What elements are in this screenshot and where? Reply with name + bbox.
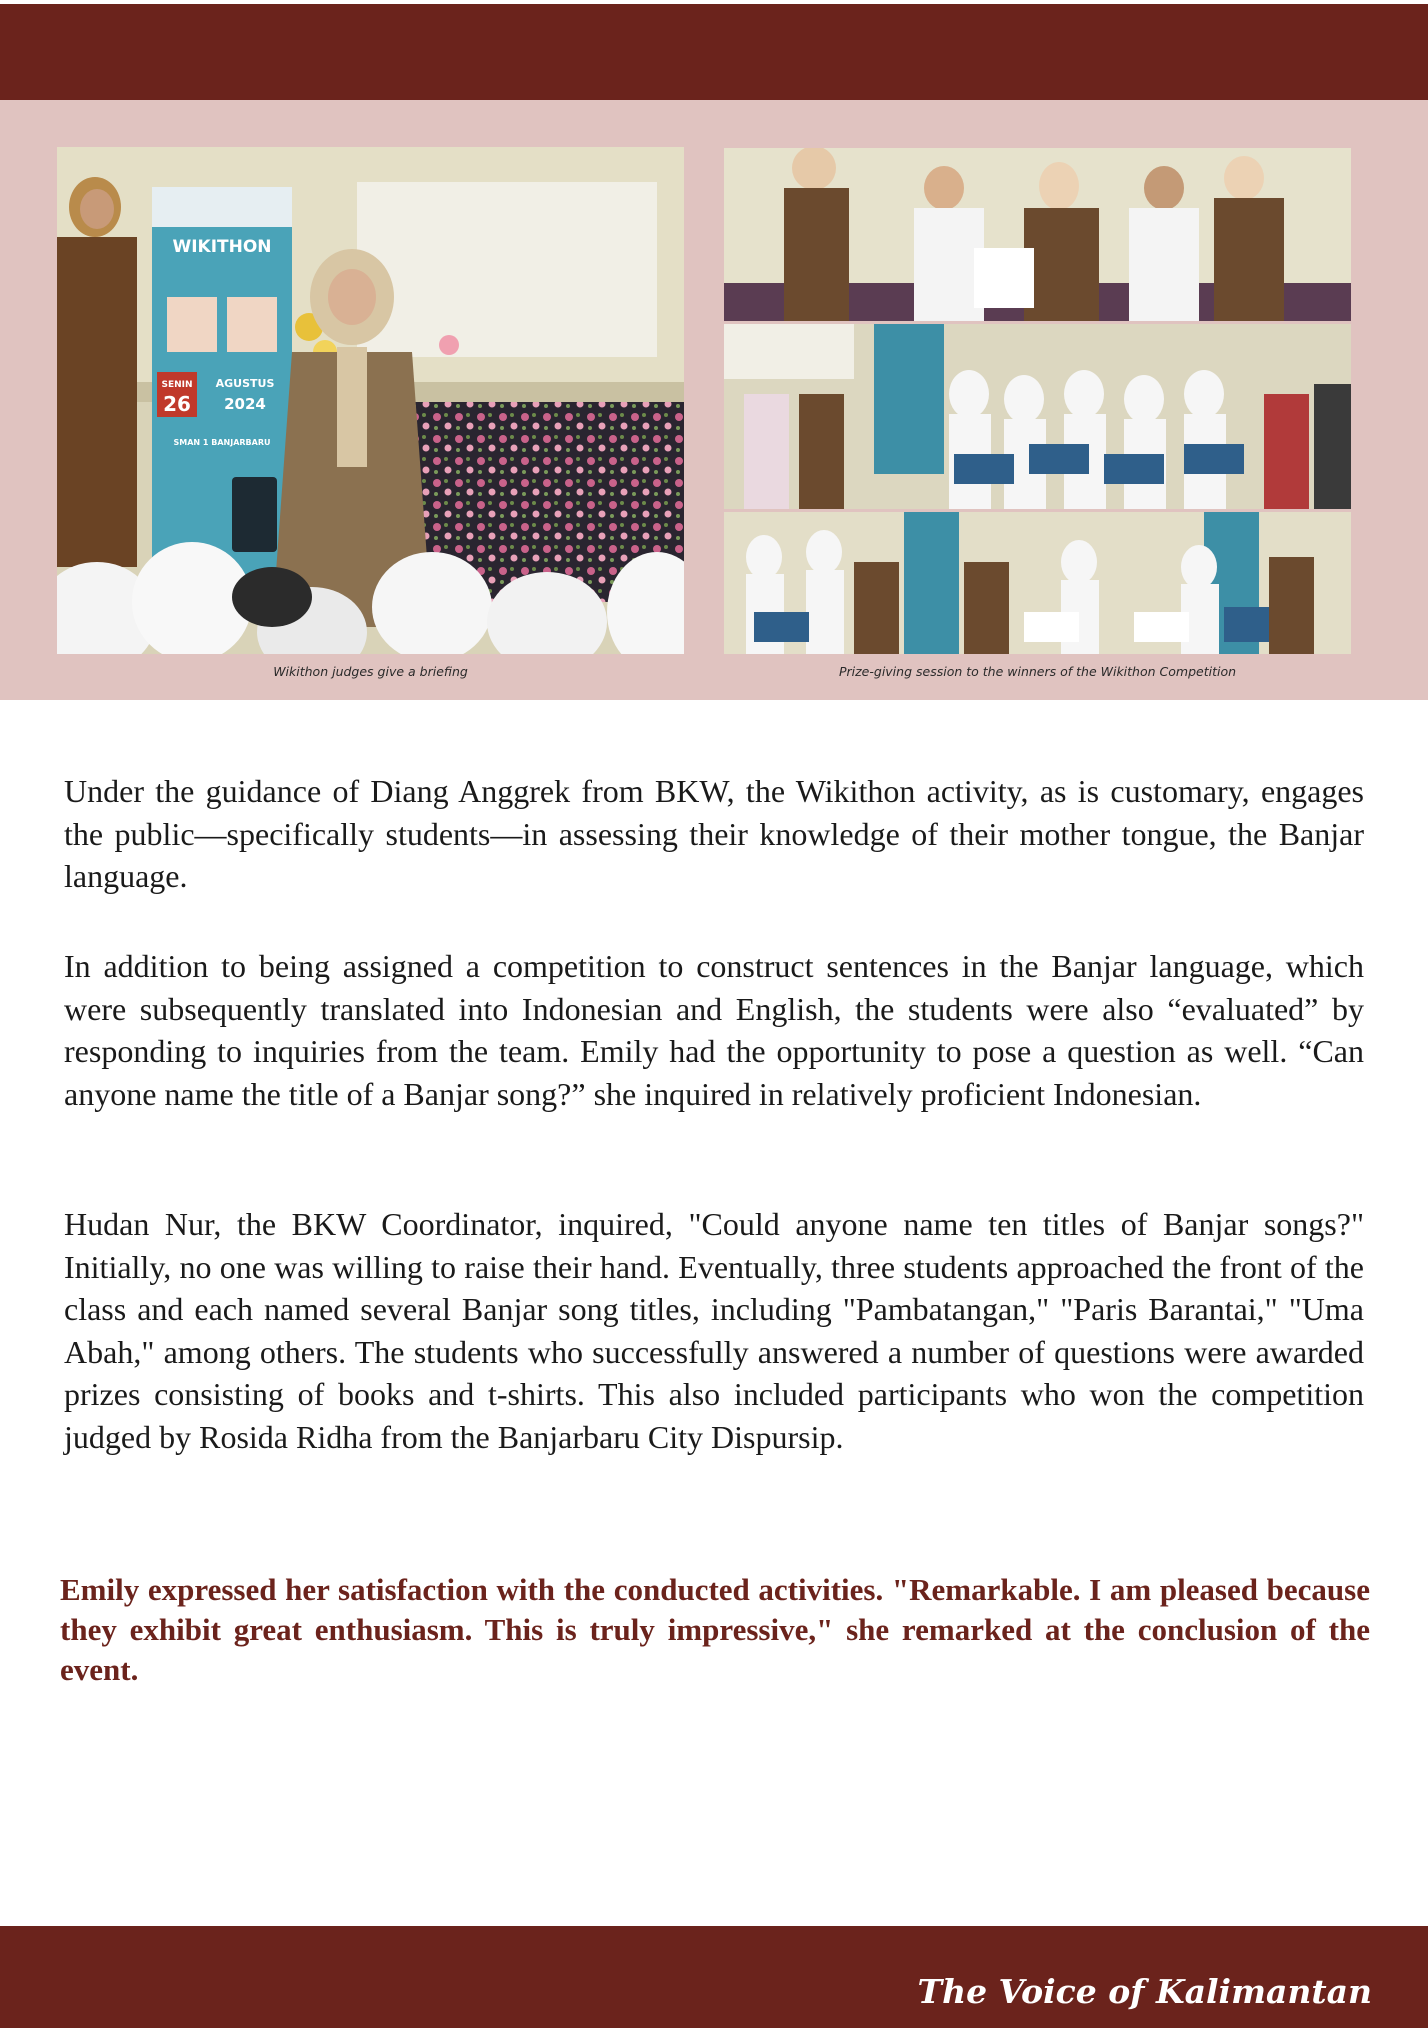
photo-prize-giving-top (724, 148, 1351, 321)
banner-month: AGUSTUS (215, 377, 275, 390)
banner-venue: SMAN 1 BANJARBARU (173, 438, 271, 447)
publication-title: The Voice of Kalimantan (917, 1972, 1372, 2011)
banner-day: 26 (163, 392, 191, 416)
highlight-quote: Emily expressed her satisfaction with the conducted activities. "Remarkable. I am pleased because they exhibit great enthusiasm. This is truly impressive," she remarked at the conclusion of the event. (60, 1572, 1370, 1687)
banner-weekday: SENIN (161, 380, 193, 390)
banner-heading: WIKITHON (172, 237, 272, 257)
article-paragraph-1: Under the guidance of Diang Anggrek from BKW, the Wikithon activity, as is customary, engages the public—specifically students—in assessing their knowledge of their mother tongue, the Banjar language. (64, 773, 1364, 894)
caption-prize-giving: Prize-giving session to the winners of the Wikithon Competition (838, 664, 1237, 679)
caption-judges-briefing: Wikithon judges give a briefing (273, 664, 468, 679)
photo-judges-briefing (57, 147, 684, 654)
article-paragraph-3: Hudan Nur, the BKW Coordinator, inquired, "Could anyone name ten titles of Banjar songs?" Initially, no one was willing to raise their hand. Eventually, three students approached the front of the class and each named several Banjar song titles, including "Pambatangan," "Paris Barantai," "Uma Abah," among others. The students who successfully answered a number of questions were awarded prizes consisting of books and t-shirts. This also included participants who won the competition judged by Rosida Ridha from the Banjarbaru City Dispursip. (64, 1206, 1364, 1455)
banner-year: 2024 (224, 395, 266, 413)
header-band (0, 4, 1428, 100)
photo-prize-giving-winners (724, 512, 1351, 654)
article-paragraph-2: In addition to being assigned a competition to construct sentences in the Banjar language, which were subsequently translated into Indonesian and English, the students were also “evaluated” by responding to inquiries from the team. Emily had the opportunity to pose a question as well. “Can anyone name the title of a Banjar song?” she inquired in relatively proficient Indonesian. (64, 948, 1364, 1112)
photo-prize-giving-group (724, 324, 1351, 509)
